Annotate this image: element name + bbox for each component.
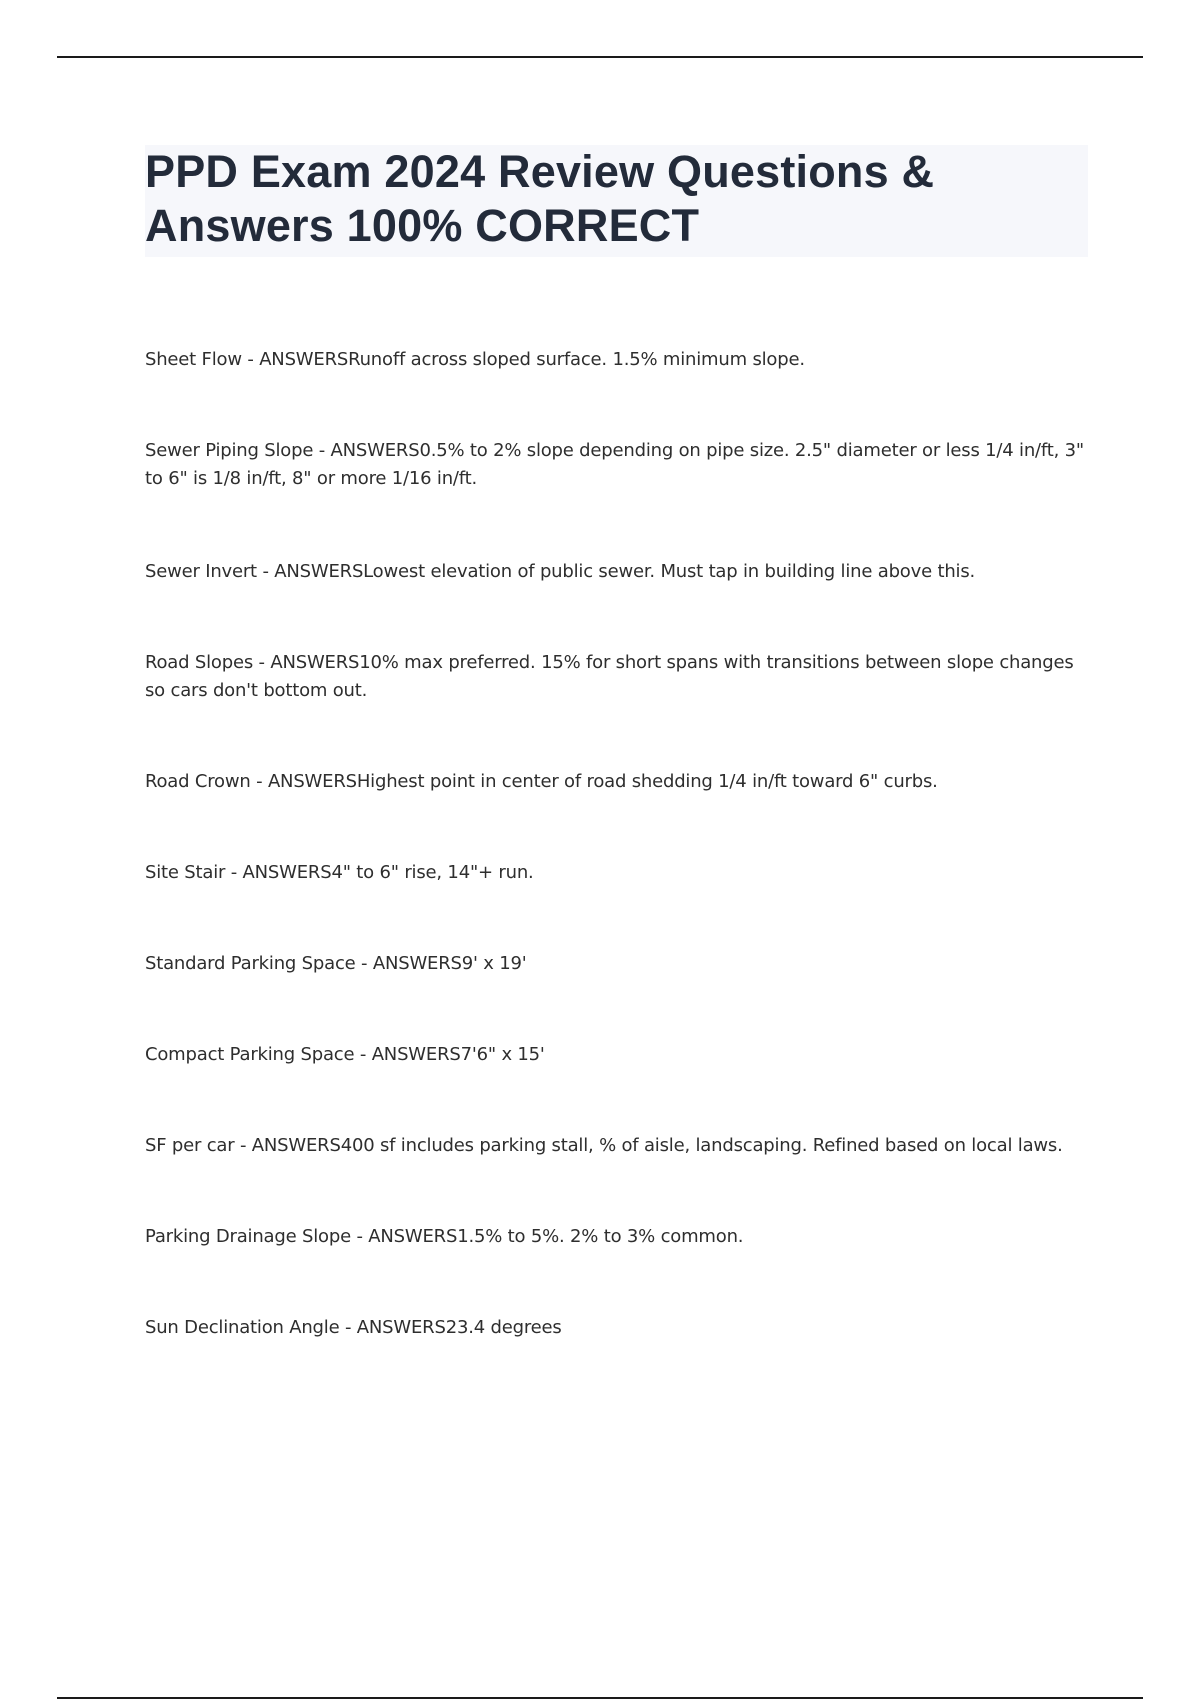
qa-item: Site Stair - ANSWERS4" to 6" rise, 14"+ run. xyxy=(145,862,534,883)
qa-item: Sheet Flow - ANSWERSRunoff across sloped surface. 1.5% minimum slope. xyxy=(145,349,805,370)
qa-item: SF per car - ANSWERS400 sf includes parking stall, % of aisle, landscaping. Refined based on local laws. xyxy=(145,1135,1063,1156)
page-title: PPD Exam 2024 Review Questions & Answers 100% CORRECT xyxy=(145,146,935,251)
qa-item: Road Crown - ANSWERSHighest point in center of road shedding 1/4 in/ft toward 6" curbs. xyxy=(145,771,938,792)
qa-item: Sun Declination Angle - ANSWERS23.4 degrees xyxy=(145,1317,562,1338)
top-rule xyxy=(57,56,1143,58)
bottom-rule xyxy=(57,1697,1143,1699)
qa-item: Sewer Piping Slope - ANSWERS0.5% to 2% slope depending on pipe size. 2.5" diameter or less 1/4 in/ft, 3" to 6" is 1/8 in/ft, 8" or more 1/16 in/ft. xyxy=(145,440,1084,489)
qa-item: Parking Drainage Slope - ANSWERS1.5% to 5%. 2% to 3% common. xyxy=(145,1226,744,1247)
qa-item: Sewer Invert - ANSWERSLowest elevation of public sewer. Must tap in building line above this. xyxy=(145,561,976,582)
qa-item: Road Slopes - ANSWERS10% max preferred. 15% for short spans with transitions between slope changes so cars don't bottom out. xyxy=(145,652,1074,701)
qa-item: Standard Parking Space - ANSWERS9' x 19' xyxy=(145,953,527,974)
title-block xyxy=(145,145,1088,257)
qa-item: Compact Parking Space - ANSWERS7'6" x 15' xyxy=(145,1044,545,1065)
